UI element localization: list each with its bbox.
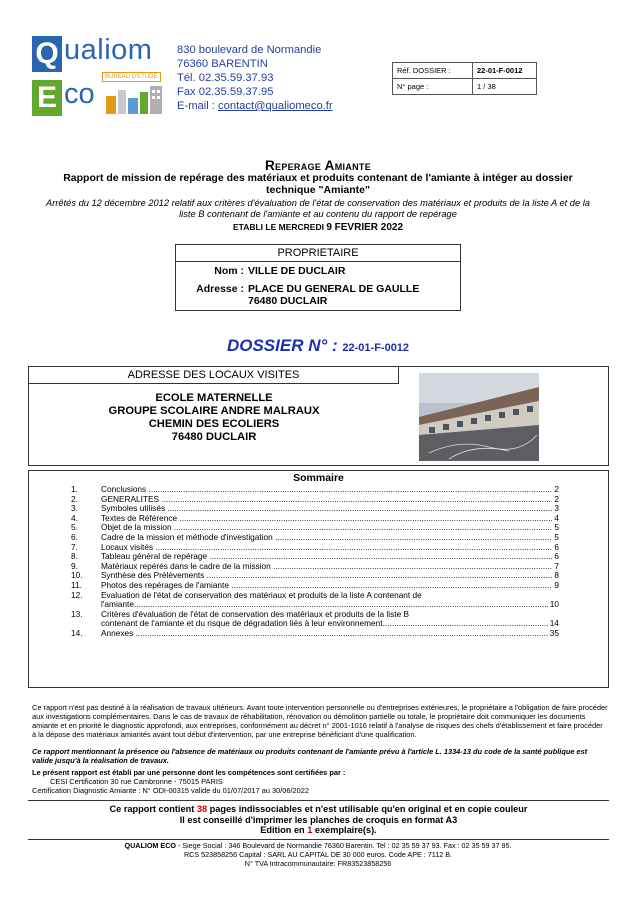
toc-item-page: 7	[554, 560, 559, 571]
toc-item	[71, 522, 559, 533]
footer-company: QUALIOM ECO	[124, 841, 176, 850]
toc-item	[71, 579, 559, 591]
premises-line1: ECOLE MATERNELLE	[155, 392, 273, 404]
toc-item	[71, 541, 559, 553]
disclaimer-paragraph: Ce rapport n'est pas destiné à la réalisation de travaux ultérieurs. Avant toute intervention personnelle ou d'entreprises extérieures, le propriétaire a l'obligation de faire procéder aux investigations complémentaires. Dans le cas de travaux de réhabilitation, rénovation ou démolition partielle ou totale, le propriétaire doit communiquer les documents amiante et en priorité le diagnostic approfondi, aux entreprises, conformément au décret n° 2001-1016 relatif à l'analyse de risques des chefs d'établissement et faire procéder à la dépose des matériaux amiantés avant tout début d'intervention, par une entreprise bénéficiant d'une qualification.	[32, 703, 608, 739]
buildings-icon	[104, 84, 166, 114]
owner-name-row	[176, 262, 460, 277]
toc-item-page: 5	[554, 531, 559, 542]
notice-copies-count: 1	[307, 825, 313, 835]
toc-item-continuation	[101, 619, 559, 629]
toc-item-title: GENERALITES .....	[101, 495, 552, 505]
toc-item-page: 6	[554, 551, 559, 562]
toc-item-title: Tableau général de repérage .....	[101, 552, 552, 562]
notice-l3b: exemplaire(s).	[312, 825, 377, 835]
dossier-number	[0, 336, 636, 356]
logo-ualiom: ualiom	[64, 34, 153, 66]
contact-address1: 830 boulevard de Normandie	[177, 44, 322, 56]
owner-address-row	[176, 277, 460, 295]
report-title: Reperage Amiante	[264, 158, 372, 173]
premises-address	[29, 367, 399, 465]
toc-item-title: Annexes .....	[101, 629, 548, 639]
toc-item-dots	[134, 600, 548, 610]
owner-address2: 76480 DUCLAIR	[248, 295, 328, 307]
footer-line1-text: - Siege Social : 346 Boulevard de Normandie 76360 Barentin. Tel : 02 35 59 37 93. Fax : 02 35 59 37 95.	[176, 841, 512, 850]
toc-item-number: 6.	[71, 531, 78, 542]
toc-item-number: 12.	[71, 589, 83, 600]
toc-item	[71, 531, 559, 543]
notice-line2: Il est conseillé d'imprimer les planches de croquis en format A3	[179, 814, 458, 825]
premises-header: ADRESSE DES LOCAUX VISITES	[29, 367, 399, 384]
toc-item-page: 2	[554, 484, 559, 494]
owner-address-spacer	[176, 295, 248, 307]
logo-e: E	[32, 80, 62, 116]
building-photo	[419, 373, 539, 461]
toc-item-title: Evaluation de l'état de conservation des matériaux et produits de la liste A contenant de	[101, 590, 422, 600]
toc-item-title: Photos des repérages de l'amiante .....	[101, 581, 552, 591]
owner-box	[175, 244, 461, 311]
toc-item-number: 2.	[71, 493, 78, 504]
ref-dossier-value: 22-01-F-0012	[473, 63, 537, 79]
owner-address-row2	[176, 295, 460, 310]
owner-name-label: Nom :	[214, 265, 244, 277]
company-logo	[32, 36, 170, 120]
toc-item-title: Cadre de la mission et méthode d'investigation .....	[101, 533, 552, 543]
toc-item-title: Critères d'évaluation de l'état de conservation des matériaux et produits de la liste B	[101, 609, 410, 619]
toc-item-title2: l'amiante	[101, 599, 134, 610]
dossier-colon: :	[327, 336, 343, 355]
toc-item-page: 35	[549, 627, 559, 638]
report-date	[0, 222, 636, 233]
report-subtitle: Rapport de mission de repérage des matériaux et produits contenant de l'amiante à intéger au dossier technique "Amiante"	[63, 172, 573, 196]
certification-intro: Le présent rapport est établi par une personne dont les compétences sont certifiées par :	[32, 768, 346, 777]
toc-item	[71, 627, 559, 639]
report-date-prefix: ETABLI LE MERCREDI	[232, 222, 327, 232]
validity-paragraph: Ce rapport mentionnant la présence ou l'absence de matériaux ou produits contenant de l'amiante prévu à l'article L. 1334-13 du code de la santé publique est valide jusqu'à la réalisation de travaux.	[32, 747, 588, 765]
toc-item-page: 10	[549, 599, 559, 610]
notice-l1b: pages indissociables et n'est utilisable qu'en original et en copie couleur	[207, 804, 528, 814]
toc-item-title: Matériaux repérés dans le cadre de la mission .....	[101, 562, 552, 572]
notice-l1a: Ce rapport contient	[109, 804, 197, 814]
dossier-value: 22-01-F-0012	[342, 342, 410, 354]
toc-item-page: 8	[554, 570, 559, 581]
premises-line2: GROUPE SCOLAIRE ANDRE MALRAUX	[108, 405, 320, 417]
toc-list	[71, 484, 559, 639]
contact-email-link[interactable]: contact@qualiomeco.fr	[218, 100, 333, 112]
toc-item-title: Synthèse des Prélèvements .....	[101, 571, 552, 581]
toc-item-title: Symboles utilisés .....	[101, 504, 552, 514]
footer-line3: N° TVA Intracommunautaire: FR83523858256	[244, 858, 392, 868]
ref-dossier-label: Réf. DOSSIER :	[393, 63, 473, 79]
toc-item-number: 9.	[71, 560, 78, 571]
toc-item-number: 8.	[71, 551, 78, 562]
toc-header: Sommaire	[293, 472, 344, 484]
table-of-contents	[28, 470, 609, 688]
owner-name: VILLE DE DUCLAIR	[248, 265, 346, 277]
toc-item-title: Locaux visités .....	[101, 543, 552, 553]
toc-item-number: 14.	[71, 627, 83, 638]
toc-item-dots	[383, 619, 548, 629]
report-date-value: 9 FEVRIER 2022	[326, 222, 404, 233]
logo-bureau: BUREAU D'ÉTUDE	[102, 72, 161, 82]
toc-item-title2: contenant de l'amiante et du risque de dégradation liés à leur environnement	[101, 618, 383, 629]
toc-item	[71, 512, 559, 524]
toc-item-title: Objet de la mission .....	[101, 523, 552, 533]
toc-item-number: 13.	[71, 608, 83, 619]
premises-line3: CHEMIN DES ECOLIERS	[148, 418, 280, 430]
certification-body: CESI Certification 30 rue Cambronne - 75015 PARIS	[50, 777, 223, 786]
toc-item-number: 7.	[71, 541, 78, 552]
contact-block	[177, 43, 333, 113]
logo-co: co	[64, 78, 95, 110]
page-footer	[0, 842, 636, 868]
footer-line2: RCS 523858256 Capital : SARL AU CAPITAL DE 30 000 euros. Code APE : 7112 B.	[183, 849, 453, 859]
toc-item-page: 3	[554, 503, 559, 514]
reference-box	[392, 62, 537, 95]
ref-page-label: N° page :	[393, 79, 473, 95]
toc-item	[71, 551, 559, 562]
toc-item	[71, 560, 559, 572]
toc-item-number: 1.	[71, 484, 78, 494]
toc-item-number: 4.	[71, 512, 78, 523]
logo-q: Q	[32, 36, 62, 72]
notice-line1	[28, 804, 609, 815]
toc-item-page: 6	[554, 541, 559, 552]
toc-item	[71, 484, 559, 495]
toc-item-page: 9	[554, 579, 559, 590]
premises-box	[28, 366, 609, 466]
toc-item	[71, 493, 559, 505]
contact-tel: Tél. 02.35.59.37.93	[177, 72, 274, 84]
toc-item	[71, 503, 559, 514]
dossier-label: DOSSIER N°	[226, 336, 328, 355]
toc-item-title: Textes de Référence .....	[101, 514, 552, 524]
notice-pages-count: 38	[196, 804, 208, 814]
toc-item	[71, 608, 559, 629]
contact-address2: 76360 BARENTIN	[177, 58, 268, 70]
toc-item-page: 5	[554, 522, 559, 533]
premises-line4: 76480 DUCLAIR	[171, 431, 257, 443]
owner-header: PROPRIETAIRE	[176, 245, 460, 262]
toc-item-number: 10.	[71, 570, 83, 581]
owner-address-label: Adresse :	[196, 283, 244, 295]
toc-item-continuation	[101, 600, 559, 610]
toc-item-page: 4	[554, 512, 559, 523]
toc-item-title: Conclusions .....	[101, 485, 552, 495]
premises-body	[29, 384, 399, 444]
toc-item-page: 2	[554, 493, 559, 504]
contact-email-label: E-mail :	[177, 100, 219, 112]
notice-l3a: Edition en	[260, 825, 308, 835]
certification-number: Certification Diagnostic Amiante : N° ODI-00315 valide du 01/07/2017 au 30/06/2022	[32, 786, 309, 795]
ref-page-value: 1 / 38	[473, 79, 537, 95]
report-decree: Arrêtés du 12 décembre 2012 relatif aux critères d'évaluation de l'état de conservation des matériaux et produits de la liste A et de la liste B contenant de l'amiante et au contenu du rapport de repérage	[46, 198, 590, 219]
certification-paragraph	[32, 768, 608, 795]
toc-item	[71, 589, 559, 610]
toc-item-number: 3.	[71, 503, 78, 514]
edition-notice	[28, 800, 609, 840]
contact-email-row	[177, 99, 333, 113]
toc-item-number: 5.	[71, 522, 78, 533]
toc-item-number: 11.	[71, 579, 82, 590]
notice-line3	[28, 825, 609, 836]
owner-address1: PLACE DU GENERAL DE GAULLE	[248, 283, 420, 295]
contact-fax: Fax 02.35.59.37.95	[177, 86, 274, 98]
toc-item	[71, 570, 559, 581]
toc-item-page: 14	[549, 618, 559, 629]
